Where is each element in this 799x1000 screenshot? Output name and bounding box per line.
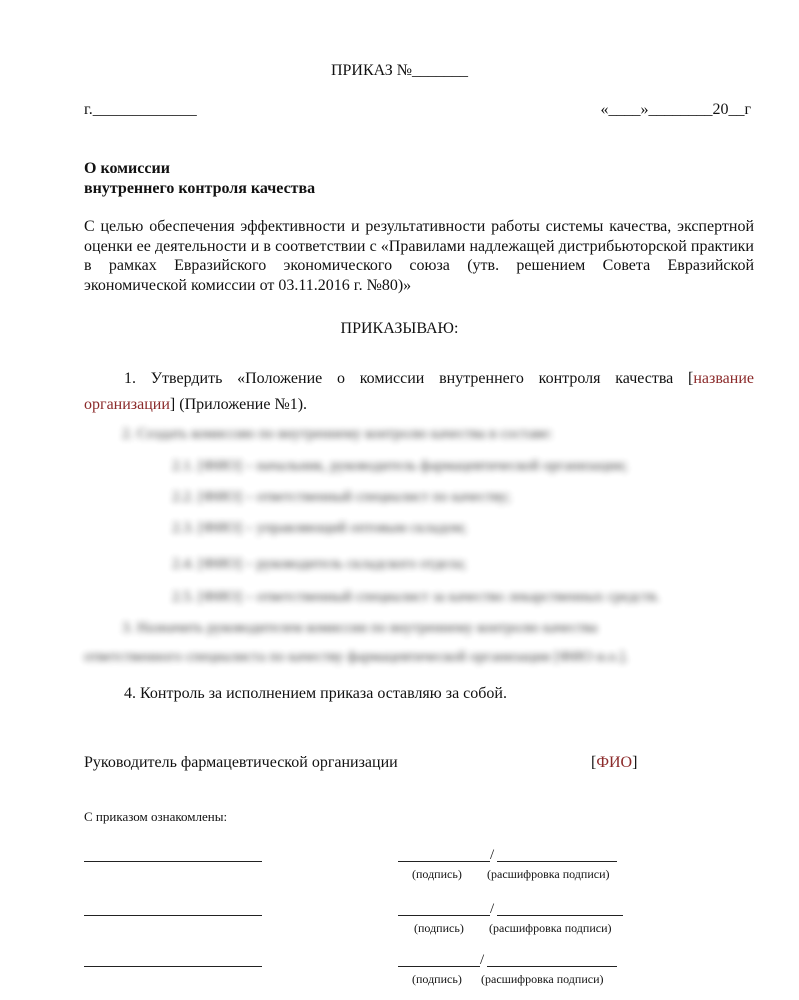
- blurred-item-2-3: 2.3. [ФИО] – управляющий оптовым складом;: [172, 520, 467, 536]
- city-field: г._____________: [84, 101, 197, 118]
- date-field: «____»________20__г: [600, 101, 751, 118]
- decode-caption: (расшифровка подписи): [489, 921, 612, 935]
- signature-line: [398, 861, 490, 862]
- decode-line: [497, 861, 617, 862]
- decode-line: [487, 966, 617, 967]
- fio-bracket-open: [: [591, 754, 597, 771]
- slash-separator: /: [490, 901, 495, 917]
- blurred-item-2-2: 2.2. [ФИО] – ответственный специалист по качеству;: [172, 489, 511, 505]
- item-1-prefix: 1. Утвердить «Положение о комиссии внутреннего контроля качества [: [124, 370, 694, 387]
- head-signature-label: Руководитель фармацевтической организации: [84, 754, 398, 771]
- organization-name-placeholder: название организации: [84, 370, 754, 413]
- order-word: ПРИКАЗЫВАЮ:: [340, 320, 459, 337]
- signature-caption: (подпись): [414, 921, 464, 935]
- order-subject: [84, 159, 315, 199]
- slash-separator: /: [490, 847, 495, 863]
- fio-bracket-close: ]: [632, 754, 638, 771]
- decode-line: [497, 915, 623, 916]
- order-title: ПРИКАЗ №_______: [330, 62, 469, 79]
- blurred-item-2-1: 2.1. [ФИО] – начальник, руководитель фармацевтической организации;: [172, 458, 628, 474]
- blurred-item-3-line-2: ответственного специалиста по качеству фармацевтической организации [ФИО и.о.].: [84, 649, 629, 665]
- blurred-item-3-line-1: 3. Назначить руководителем комиссии по внутреннему контролю качества: [122, 620, 598, 636]
- signature-line: [398, 966, 480, 967]
- item-1-suffix: ] (Приложение №1).: [169, 396, 308, 413]
- decode-caption: (расшифровка подписи): [481, 972, 604, 986]
- name-line: [84, 915, 262, 916]
- head-fio: [591, 754, 637, 772]
- subject-line-1: О комиссии: [84, 160, 170, 177]
- signature-line: [398, 915, 490, 916]
- blurred-item-2-5: 2.5. [ФИО] – ответственный специалист за качество лекарственных средств.: [172, 589, 660, 605]
- order-item-4: 4. Контроль за исполнением приказа оставляю за собой.: [124, 685, 507, 702]
- blurred-item-2: 2. Создать комиссию по внутреннему контролю качества в составе:: [122, 426, 553, 442]
- order-item-1: [84, 366, 754, 418]
- signature-caption: (подпись): [412, 867, 462, 881]
- acknowledgement-label: С приказом ознакомлены:: [84, 809, 228, 824]
- decode-caption: (расшифровка подписи): [487, 867, 610, 881]
- subject-line-2: внутреннего контроля качества: [84, 180, 316, 197]
- name-line: [84, 861, 262, 862]
- name-line: [84, 966, 262, 967]
- intro-paragraph: С целью обеспечения эффективности и результативности работы системы качества, экспертной оценки ее деятельности и в соответствии с «Правилами надлежащей дистрибьюторской практики в рамках Евразийского экономического союза (утв. решением Совета Евразийской экономической комиссии от 03.11.2016 г. №80)»: [84, 218, 754, 294]
- signature-caption: (подпись): [412, 972, 462, 986]
- slash-separator: /: [480, 952, 485, 968]
- fio-placeholder: ФИО: [596, 754, 633, 771]
- blurred-item-2-4: 2.4. [ФИО] – руководитель складского отдела;: [172, 556, 467, 572]
